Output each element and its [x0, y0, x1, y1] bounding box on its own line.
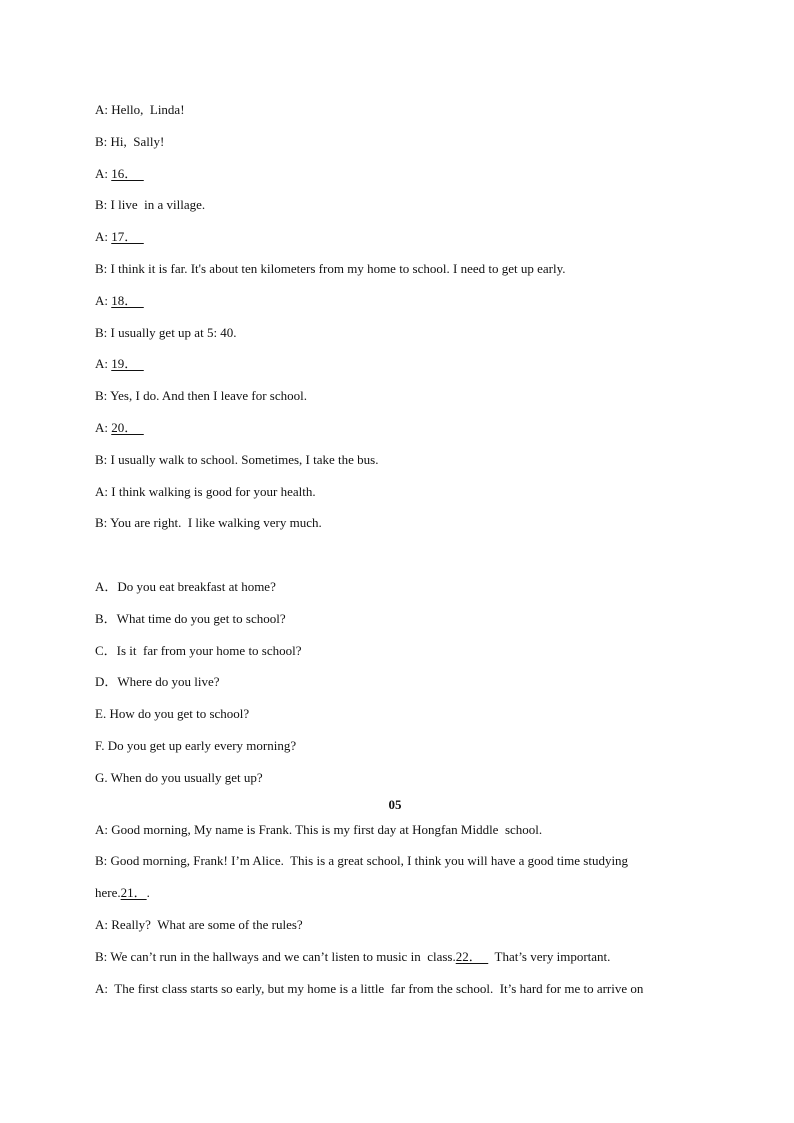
- dialogue-line: A: Really? What are some of the rules?: [95, 916, 303, 932]
- dialogue-line: A: 18．: [95, 292, 144, 308]
- dialogue-line: A: 20．: [95, 419, 144, 435]
- answer-blank-22[interactable]: 22．: [455, 948, 489, 964]
- dialogue-line: A: Hello, Linda!: [95, 102, 185, 117]
- answer-blank-18[interactable]: 18．: [111, 292, 144, 308]
- option-e: E. How do you get to school?: [95, 706, 250, 722]
- dialogue-line: B: You are right. I like walking very much.: [95, 515, 322, 531]
- answer-blank-16[interactable]: 16．: [111, 165, 144, 181]
- dialogue-line: A: 19．: [95, 356, 144, 372]
- dialogue-line: A: I think walking is good for your health.: [95, 483, 316, 499]
- dialogue-line: B: I usually walk to school. Sometimes, I take the bus.: [95, 451, 379, 467]
- dialogue-2: [95, 820, 695, 1011]
- dialogue-line: B: I usually get up at 5: 40.: [95, 324, 237, 340]
- answer-blank-19[interactable]: 19．: [111, 356, 144, 372]
- option-g: G. When do you usually get up?: [95, 769, 263, 785]
- dialogue-line: A: Good morning, My name is Frank. This is my first day at Hongfan Middle school.: [95, 821, 543, 837]
- spacer: [95, 545, 695, 577]
- option-b: B．What time do you get to school?: [95, 610, 286, 626]
- answer-blank-20[interactable]: 20．: [111, 419, 144, 435]
- dialogue-1: [95, 100, 695, 545]
- dialogue-line: B: I live in a village.: [95, 197, 206, 213]
- dialogue-line: B: We can’t run in the hallways and we can’t listen to music in class.22． That’s very important.: [95, 948, 611, 964]
- dialogue-line: B: Yes, I do. And then I leave for school.: [95, 388, 307, 404]
- dialogue-line: B: I think it is far. It's about ten kilometers from my home to school. I need to get up early.: [95, 260, 566, 276]
- answer-blank-17[interactable]: 17．: [111, 229, 144, 245]
- option-c: C．Is it far from your home to school?: [95, 642, 302, 658]
- section-title: 05: [388, 796, 402, 812]
- dialogue-line: here.21．.: [95, 885, 150, 901]
- answer-blank-21[interactable]: 21．: [120, 885, 147, 901]
- dialogue-line: A: The first class starts so early, but my home is a little far from the school. It’s hard for me to arrive on: [95, 980, 644, 996]
- option-f: F. Do you get up early every morning?: [95, 737, 297, 753]
- dialogue-line: A: 16．: [95, 165, 144, 181]
- option-a: A．Do you eat breakfast at home?: [95, 578, 276, 594]
- document-page: [95, 100, 695, 1010]
- dialogue-line: A: 17．: [95, 229, 144, 245]
- answer-options: [95, 577, 695, 800]
- dialogue-line: B: Hi, Sally!: [95, 133, 165, 149]
- option-d: D．Where do you live?: [95, 674, 220, 690]
- dialogue-line: B: Good morning, Frank! I’m Alice. This is a great school, I think you will have a good time studying: [95, 853, 629, 869]
